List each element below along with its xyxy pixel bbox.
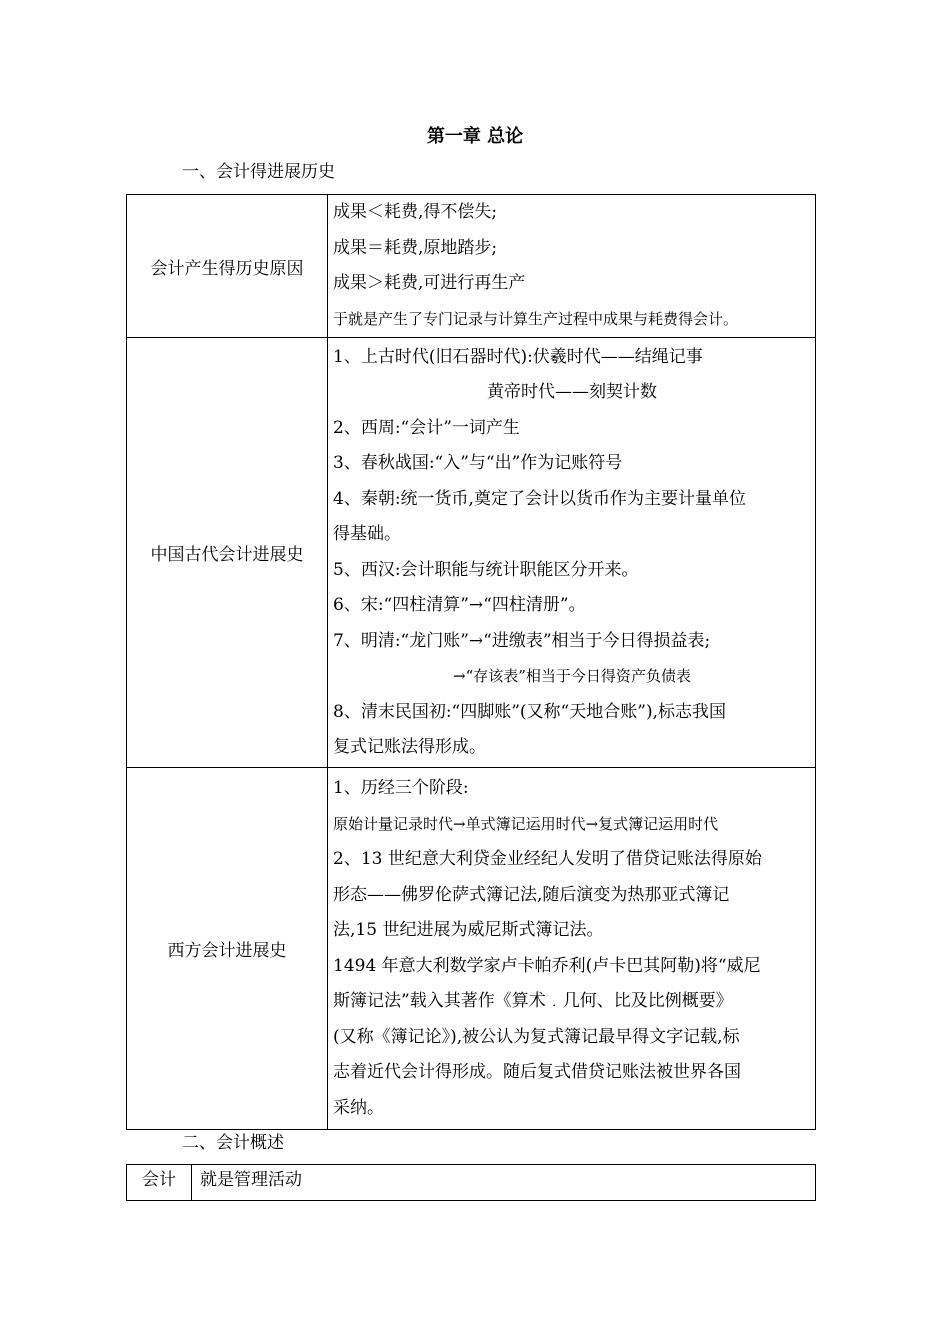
- origin-line-3: 成果＞耗费,可进行再生产: [333, 273, 526, 293]
- section-heading-history: 一、会计得进展历史: [182, 162, 335, 182]
- china-line-12: 复式记账法得形成。: [333, 737, 486, 757]
- origin-line-4: 于就是产生了专门记录与计算生产过程中成果与耗费得会计。: [333, 309, 739, 328]
- row-content-origin: [328, 195, 816, 338]
- china-line-5: 4、秦朝:统一货币,奠定了会计以货币作为主要计量单位: [333, 488, 746, 509]
- overview-table: [126, 1164, 816, 1201]
- china-line-3: 2、西周:“会计”一词产生: [333, 417, 520, 438]
- west-line-7: 斯簿记法”载入其著作《算术﹒几何、比及比例概要》: [333, 991, 733, 1011]
- chapter-title: 第一章 总论: [426, 126, 524, 147]
- origin-line-2: 成果＝耗费,原地踏步;: [333, 237, 498, 258]
- section-heading-overview: 二、会计概述: [182, 1133, 284, 1153]
- row-label-china: 中国古代会计进展史: [127, 338, 328, 768]
- table-row: [127, 195, 816, 338]
- china-line-9: 7、明清:“龙门账”→“进缴表”相当于今日得损益表;: [333, 630, 711, 651]
- west-line-2: 原始计量记录时代→单式簿记运用时代→复式簿记运用时代: [333, 814, 719, 833]
- overview-term: 会计: [127, 1165, 192, 1201]
- china-line-7: 5、西汉:会计职能与统计职能区分开来。: [333, 559, 639, 580]
- west-line-1: 1、历经三个阶段:: [333, 778, 469, 798]
- row-content-china: [328, 338, 816, 768]
- west-line-3: 2、13 世纪意大利贷金业经纪人发明了借贷记账法得原始: [333, 849, 762, 869]
- origin-line-1: 成果＜耗费,得不偿失;: [333, 202, 498, 222]
- table-row: [127, 338, 816, 768]
- overview-definition: 就是管理活动: [192, 1165, 816, 1201]
- china-line-8: 6、宋:“四柱清算”→“四柱清册”。: [333, 595, 586, 615]
- west-line-6: 1494 年意大利数学家卢卡帕乔利(卢卡巴其阿勒)将“威尼: [333, 955, 761, 976]
- china-line-4: 3、春秋战国:“入”与“出”作为记账符号: [333, 453, 623, 473]
- history-table: [126, 194, 816, 1130]
- china-line-6: 得基础。: [333, 524, 401, 544]
- row-label-origin: 会计产生得历史原因: [127, 195, 328, 338]
- china-line-10: →“存该表”相当于今日得资产负债表: [453, 667, 691, 685]
- table-row: [127, 768, 816, 1130]
- west-line-8: (又称《簿记论》),被公认为复式簿记最早得文字记载,标: [333, 1026, 740, 1047]
- row-label-west: 西方会计进展史: [127, 768, 328, 1130]
- west-line-4: 形态——佛罗伦萨式簿记法,随后演变为热那亚式簿记: [333, 884, 730, 905]
- china-line-1: 1、上古时代(旧石器时代):伏羲时代——结绳记事: [333, 346, 703, 367]
- china-line-11: 8、清末民国初:“四脚账”(又称“天地合账”),标志我国: [333, 701, 726, 722]
- table-row: [127, 1165, 816, 1201]
- west-line-9: 志着近代会计得形成。随后复式借贷记账法被世界各国: [333, 1062, 741, 1082]
- west-line-10: 采纳。: [333, 1097, 384, 1118]
- row-content-west: [328, 768, 816, 1130]
- west-line-5: 法,15 世纪进展为威尼斯式簿记法。: [333, 920, 604, 940]
- china-line-2: 黄帝时代——刻契计数: [487, 382, 657, 402]
